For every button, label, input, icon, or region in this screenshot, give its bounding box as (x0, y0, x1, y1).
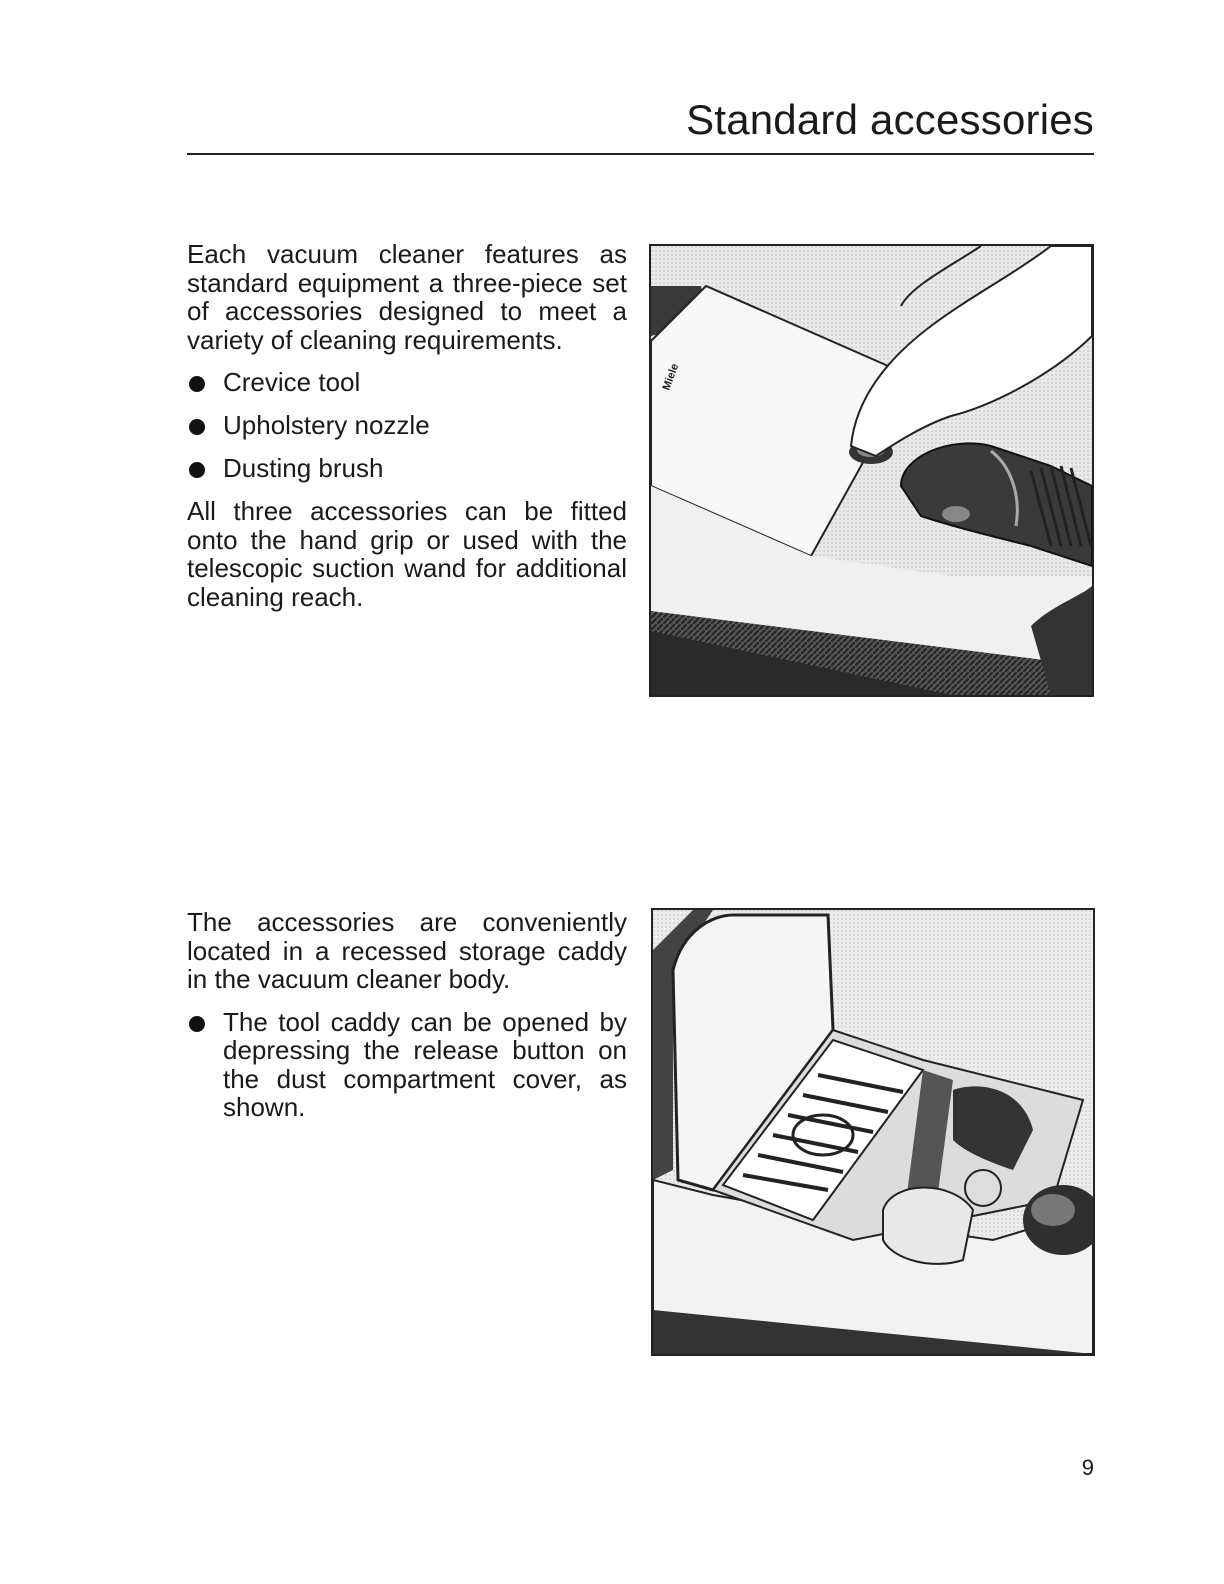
bullet-icon (189, 462, 205, 478)
figure-release-button-illustration (649, 244, 1094, 697)
page-number: 9 (1081, 1455, 1094, 1480)
caddy-paragraph: The accessories are conveniently located in a recessed storage caddy in the vacuum cleaner body. (187, 907, 627, 994)
miele-logo: Miele (660, 362, 682, 393)
list-item (187, 368, 627, 397)
accessory-list (187, 368, 627, 483)
list-item (187, 411, 627, 440)
title-divider (187, 153, 1094, 155)
intro-paragraph: Each vacuum cleaner features as standard equipment a three-piece set of accessories designed to meet a variety of cleaning requirements. (187, 239, 627, 355)
section-storage-caddy (187, 908, 627, 1122)
list-item-label: Upholstery nozzle (223, 410, 430, 440)
closing-paragraph: All three accessories can be fitted onto the hand grip or used with the telescopic suction wand for additional cleaning reach. (187, 496, 627, 612)
list-item-label: The tool caddy can be opened by depressing the release button on the dust compartment cover, as shown. (223, 1006, 627, 1122)
bullet-icon (189, 419, 205, 435)
bullet-icon (189, 1016, 205, 1032)
list-item-label: Dusting brush (223, 453, 384, 483)
caddy-instruction-list (187, 1008, 627, 1122)
tool-caddy-drawing (653, 910, 1093, 1354)
section-accessories-overview (187, 240, 627, 611)
figure-tool-caddy-illustration (651, 908, 1095, 1356)
bullet-icon (189, 376, 205, 392)
list-item (187, 454, 627, 483)
list-item (187, 1008, 627, 1122)
release-button-drawing (651, 246, 1092, 695)
page-title: Standard accessories (686, 96, 1094, 143)
list-item-label: Crevice tool (223, 367, 361, 397)
